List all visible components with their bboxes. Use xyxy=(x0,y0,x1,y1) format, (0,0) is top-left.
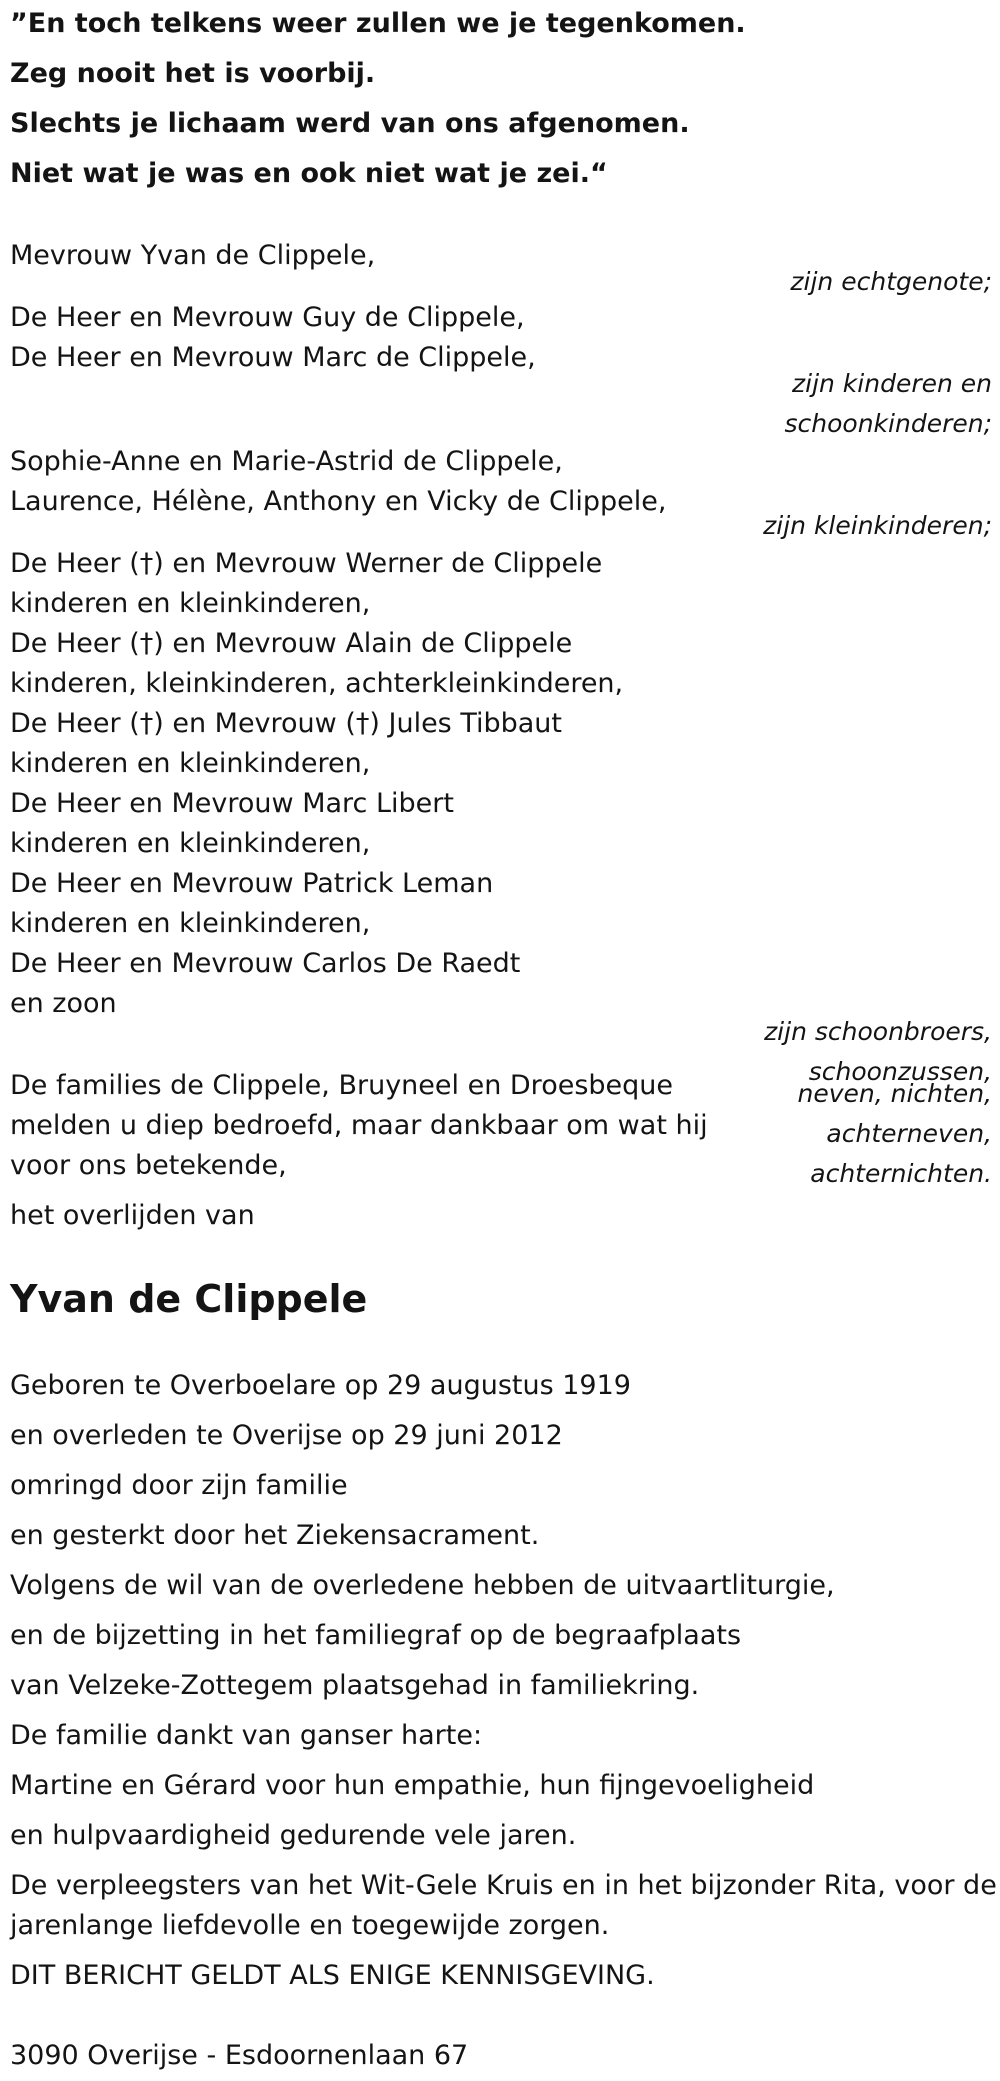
children-role: schoonkinderen; xyxy=(784,409,992,438)
body-line: De familie dankt van ganser harte: xyxy=(10,1720,483,1751)
relative-line: en zoon xyxy=(10,988,117,1019)
body-line: en overleden te Overijse op 29 juni 2012 xyxy=(10,1420,563,1451)
grandchild-line: Laurence, Hélène, Anthony en Vicky de Clippele, xyxy=(10,486,667,517)
grandchildren-role: zijn kleinkinderen; xyxy=(763,511,992,540)
relative-line: kinderen, kleinkinderen, achterkleinkinderen, xyxy=(10,668,624,699)
poem-line: ”En toch telkens weer zullen we je tegenkomen. xyxy=(10,8,746,39)
body-line: en hulpvaardigheid gedurende vele jaren. xyxy=(10,1820,577,1851)
address: 3090 Overijse - Esdoornenlaan 67 xyxy=(10,2040,469,2071)
poem-line: Niet wat je was en ook niet wat je zei.“ xyxy=(10,158,608,189)
relatives-role: achternichten. xyxy=(810,1159,992,1188)
body-line: en de bijzetting in het familiegraf op de begraafplaats xyxy=(10,1620,742,1651)
poem-line: Slechts je lichaam werd van ons afgenomen. xyxy=(10,108,690,139)
relatives-role: zijn schoonbroers, xyxy=(764,1017,992,1046)
relative-line: De Heer (†) en Mevrouw Alain de Clippele xyxy=(10,628,573,659)
families-line: melden u diep bedroefd, maar dankbaar om wat hij xyxy=(10,1110,708,1141)
relative-line: kinderen en kleinkinderen, xyxy=(10,588,371,619)
relative-line: De Heer (†) en Mevrouw Werner de Clippele xyxy=(10,548,603,579)
notice: DIT BERICHT GELDT ALS ENIGE KENNISGEVING. xyxy=(10,1960,655,1991)
relatives-role: schoonzussen, xyxy=(808,1057,992,1086)
body-line: van Velzeke-Zottegem plaatsgehad in familiekring. xyxy=(10,1670,700,1701)
spouse-name: Mevrouw Yvan de Clippele, xyxy=(10,240,376,271)
relative-line: kinderen en kleinkinderen, xyxy=(10,748,371,779)
families-line: De families de Clippele, Bruyneel en Droesbeque xyxy=(10,1070,674,1101)
deceased-name: Yvan de Clippele xyxy=(10,1277,368,1321)
body-line: omringd door zijn familie xyxy=(10,1470,348,1501)
child-line: De Heer en Mevrouw Guy de Clippele, xyxy=(10,302,525,333)
spouse-role: zijn echtgenote; xyxy=(790,267,992,296)
relatives-role: neven, nichten, xyxy=(797,1079,992,1108)
nurses-line: De verpleegsters van het Wit-Gele Kruis en in het bijzonder Rita, voor de xyxy=(10,1870,997,1901)
relatives-role: achterneven, xyxy=(826,1119,992,1148)
grandchild-line: Sophie-Anne en Marie-Astrid de Clippele, xyxy=(10,446,563,477)
body-line: en gesterkt door het Ziekensacrament. xyxy=(10,1520,540,1551)
relative-line: De Heer en Mevrouw Patrick Leman xyxy=(10,868,494,899)
poem-line: Zeg nooit het is voorbij. xyxy=(10,58,376,89)
announcement: het overlijden van xyxy=(10,1200,255,1231)
nurses-line: jarenlange liefdevolle en toegewijde zorgen. xyxy=(10,1910,610,1941)
families-line: voor ons betekende, xyxy=(10,1150,287,1181)
relative-line: kinderen en kleinkinderen, xyxy=(10,828,371,859)
relative-line: kinderen en kleinkinderen, xyxy=(10,908,371,939)
body-line: Volgens de wil van de overledene hebben de uitvaartliturgie, xyxy=(10,1570,835,1601)
children-role: zijn kinderen en xyxy=(792,369,992,398)
child-line: De Heer en Mevrouw Marc de Clippele, xyxy=(10,342,536,373)
relative-line: De Heer en Mevrouw Carlos De Raedt xyxy=(10,948,521,979)
body-line: Geboren te Overboelare op 29 augustus 1919 xyxy=(10,1370,631,1401)
relative-line: De Heer en Mevrouw Marc Libert xyxy=(10,788,454,819)
relative-line: De Heer (†) en Mevrouw (†) Jules Tibbaut xyxy=(10,708,563,739)
body-line: Martine en Gérard voor hun empathie, hun fijngevoeligheid xyxy=(10,1770,815,1801)
